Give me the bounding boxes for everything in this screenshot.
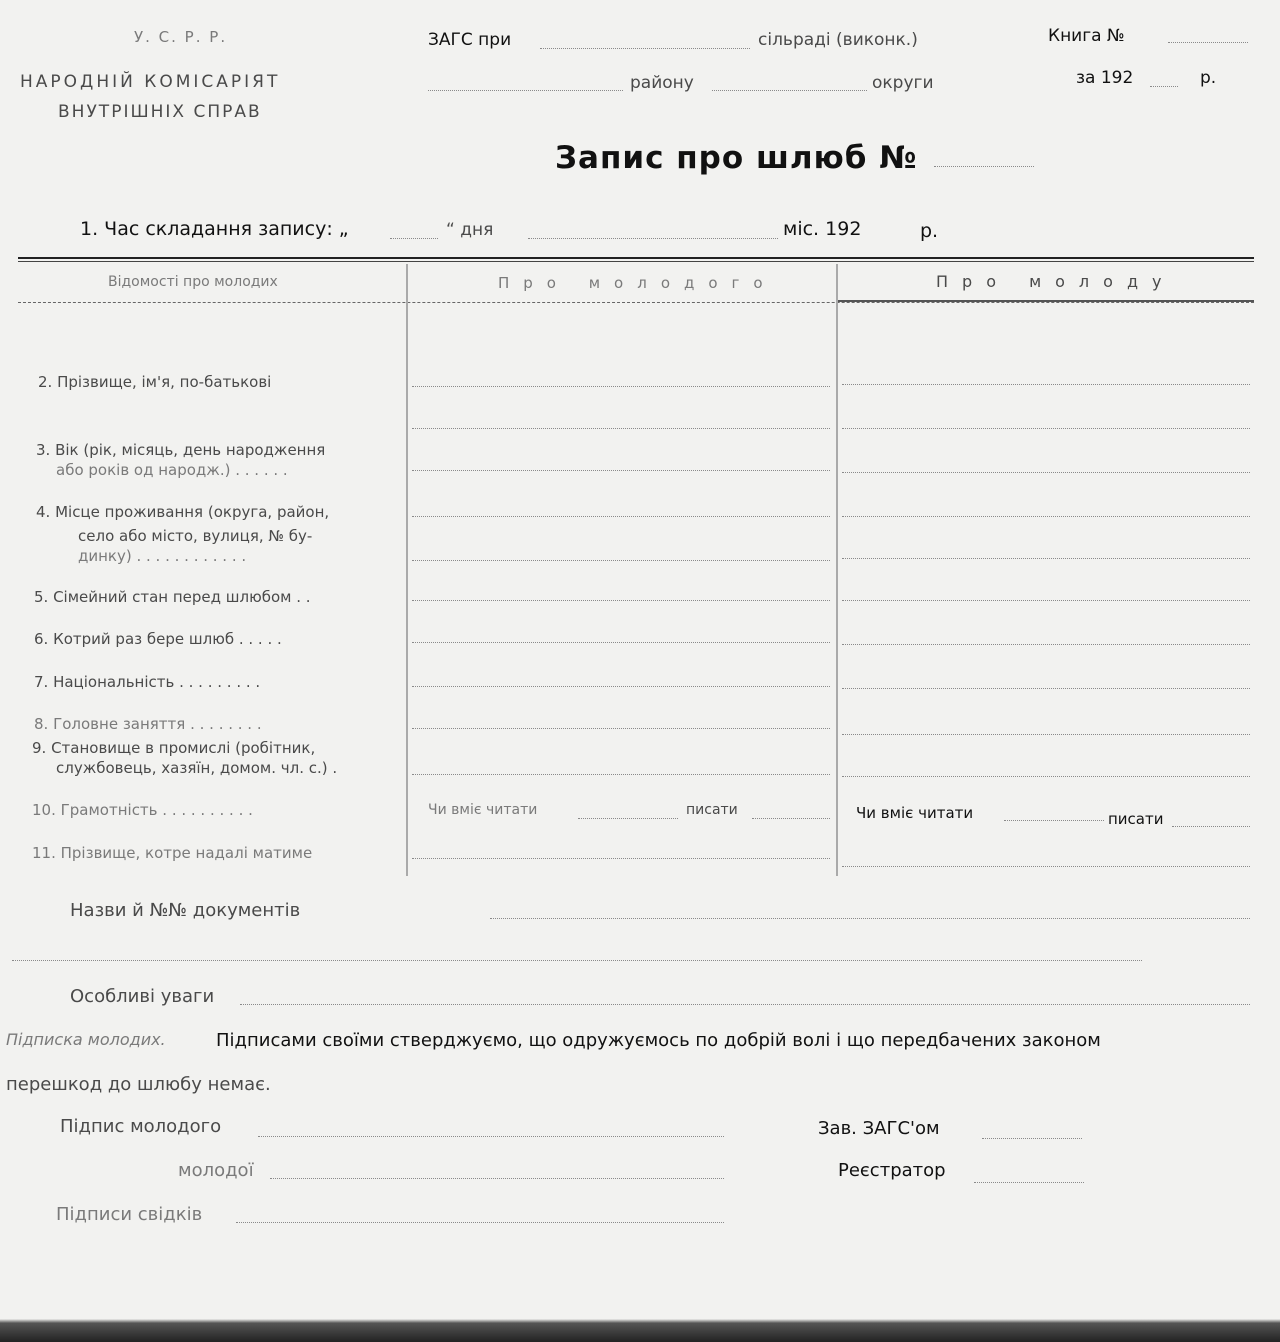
village-council-label: сільраді (виконк.) [758,30,918,50]
for-year-label: за 192 [1076,68,1134,88]
table-top-rule-thin [18,261,1254,262]
groom-surname-field[interactable] [412,386,830,387]
row-marriage-count-label: 6. Котрий раз бере шлюб . . . . . [34,630,282,648]
groom-residence-field-2[interactable] [412,560,830,561]
witnesses-field[interactable] [236,1222,724,1223]
bride-write-label: писати [1108,810,1164,828]
groom-read-label: Чи вміє читати [428,802,538,818]
table-top-rule [18,257,1254,259]
page-title: Запис про шлюб № [555,140,918,176]
bride-occupation-field[interactable] [842,734,1250,735]
groom-write-label: писати [686,802,738,818]
bride-marital-field[interactable] [842,600,1250,601]
row-nationality-label: 7. Національність . . . . . . . . . [34,673,261,691]
row-residence-label3: динку) . . . . . . . . . . . . [78,547,247,565]
bride-read-label: Чи вміє читати [856,804,974,822]
record-number-field[interactable] [934,166,1034,167]
row-residence-label2: село або місто, вулиця, № бу- [78,527,313,545]
row-position-label: 9. Становище в промислі (робітник, [32,739,316,757]
record-month-field[interactable] [528,238,778,239]
column-divider-2 [836,264,838,876]
year-suffix: р. [1200,68,1217,88]
for-year-field[interactable] [1150,86,1178,87]
groom-nationality-field[interactable] [412,686,830,687]
bride-nationality-field[interactable] [842,688,1250,689]
bride-marriage-count-field[interactable] [842,644,1250,645]
remarks-label: Особливі уваги [70,986,215,1007]
documents-field-2[interactable] [12,960,1142,961]
record-month-label: міс. 192 [783,218,862,240]
bride-future-surname-field[interactable] [842,866,1250,867]
documents-field-1[interactable] [490,918,1250,919]
zags-field[interactable] [540,48,750,49]
book-no-label: Книга № [1048,26,1125,46]
bride-signature-field[interactable] [270,1178,724,1179]
bride-surname-field[interactable] [842,384,1250,385]
groom-residence-field-1[interactable] [412,516,830,517]
record-year-suffix: р. [920,220,939,242]
head-zags-field[interactable] [982,1138,1082,1139]
book-no-field[interactable] [1168,42,1248,43]
bride-signature-label: молодої [178,1160,254,1181]
bride-age-field-1[interactable] [842,428,1250,429]
row-age-label: 3. Вік (рік, місяць, день народження [36,441,326,459]
district-label: району [630,73,694,93]
registrar-label: Реєстратор [838,1160,946,1181]
row-marital-label: 5. Сімейний стан перед шлюбом . . [34,588,311,606]
header-bride: Про молоду [936,272,1176,291]
row-surname-label: 2. Прізвище, ім'я, по-батькові [38,373,272,391]
declaration-text2: перешкод до шлюбу немає. [6,1074,271,1095]
row-age-label2: або років од народж.) . . . . . . [56,461,288,479]
record-day-field[interactable] [390,238,438,239]
groom-age-field-2[interactable] [412,470,830,471]
row-position-label2: службовець, хазяїн, домом. чл. с.) . [56,759,338,777]
groom-write-field[interactable] [752,818,830,819]
commissariat-line1: НАРОДНІЙ КОМІСАРІЯТ [20,72,281,92]
record-time-label: 1. Час складання запису: „ [80,218,349,240]
page-bottom-edge [0,1300,1280,1342]
bride-position-field[interactable] [842,776,1250,777]
bride-read-field[interactable] [1004,820,1104,821]
documents-label: Назви й №№ документів [70,900,301,921]
groom-position-field[interactable] [412,774,830,775]
region-label: округи [872,73,934,93]
table-header-rule [18,302,1254,303]
bride-age-field-2[interactable] [842,472,1250,473]
groom-occupation-field[interactable] [412,728,830,729]
groom-marital-field[interactable] [412,600,830,601]
zags-label: ЗАГС при [428,30,512,50]
row-occupation-label: 8. Головне заняття . . . . . . . . [34,715,262,733]
groom-signature-label: Підпис молодого [60,1116,222,1137]
column-divider-1 [406,264,408,876]
bride-residence-field-1[interactable] [842,516,1250,517]
witnesses-label: Підписи свідків [56,1204,203,1225]
registrar-field[interactable] [974,1182,1084,1183]
head-zags-label: Зав. ЗАГС'ом [818,1118,940,1139]
groom-marriage-count-field[interactable] [412,642,830,643]
district-field[interactable] [428,90,623,91]
groom-future-surname-field[interactable] [412,858,830,859]
table-header-rule-bride [838,300,1254,302]
bride-write-field[interactable] [1172,826,1250,827]
row-future-surname-label: 11. Прізвище, котре надалі матиме [32,844,313,862]
row-literacy-label: 10. Грамотність . . . . . . . . . . [32,801,253,819]
row-residence-label: 4. Місце проживання (округа, район, [36,503,330,521]
declaration-lead: Підписка молодих. [6,1030,166,1049]
republic-label: У. С. Р. Р. [134,28,228,46]
bride-residence-field-2[interactable] [842,558,1250,559]
header-info: Відомості про молодих [108,274,278,290]
commissariat-line2: ВНУТРІШНІХ СПРАВ [58,102,262,122]
region-field[interactable] [712,90,867,91]
declaration-text: Підписами своїми стверджуємо, що одружуємось по добрій волі і що передбачених законом [216,1030,1101,1051]
groom-age-field-1[interactable] [412,428,830,429]
remarks-field[interactable] [240,1004,1250,1005]
groom-signature-field[interactable] [258,1136,724,1137]
record-day-suffix: “ дня [446,220,494,240]
groom-read-field[interactable] [578,818,678,819]
header-groom: Про молодого [498,274,777,292]
